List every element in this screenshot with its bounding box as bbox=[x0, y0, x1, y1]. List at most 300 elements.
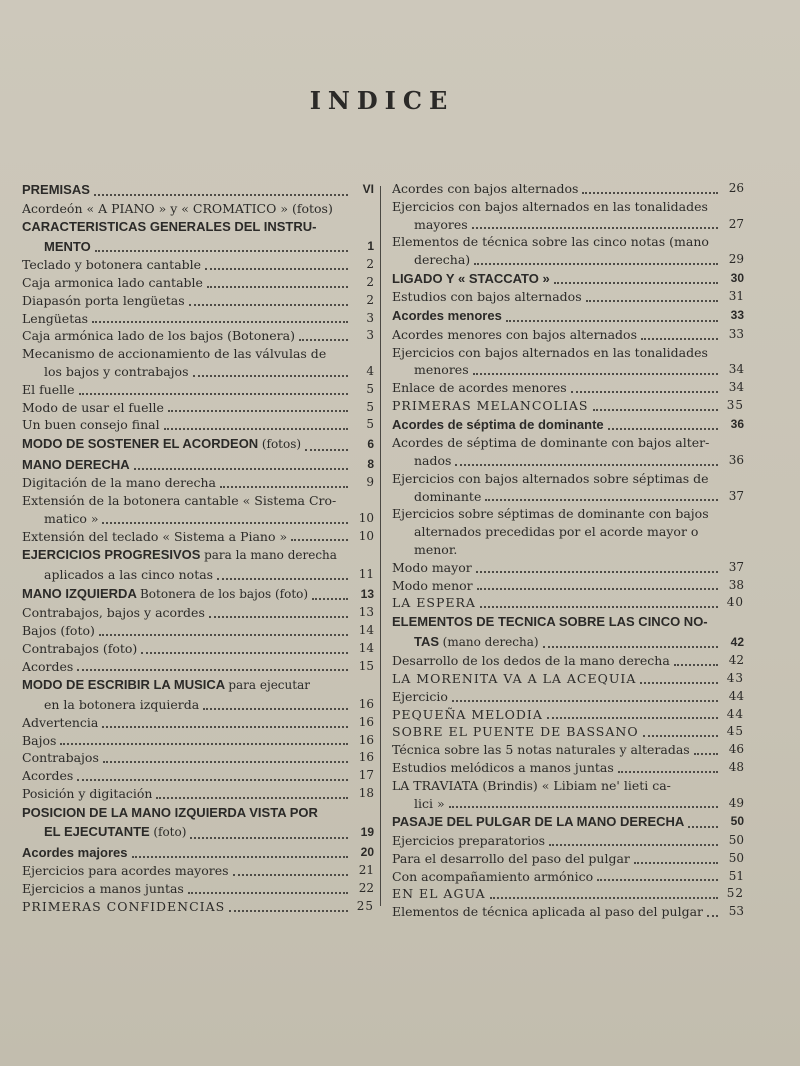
toc-entry-title: Un buen consejo final bbox=[22, 417, 160, 433]
toc-entry-title: TAS bbox=[414, 633, 440, 649]
toc-entry bbox=[392, 326, 744, 344]
toc-page-number: 11 bbox=[358, 566, 374, 581]
dot-leader bbox=[132, 855, 349, 858]
toc-entry-title: Caja armonica lado cantable bbox=[22, 275, 203, 291]
toc-entry bbox=[22, 180, 374, 200]
toc-entry-title: Modo de usar el fuelle bbox=[22, 399, 164, 415]
dot-leader bbox=[156, 796, 348, 799]
toc-entry-title: Acordes de séptima de dominante con bajos alter- bbox=[392, 435, 710, 451]
toc-entry bbox=[392, 850, 744, 868]
toc-entry-title: EL EJECUTANTE bbox=[44, 824, 150, 840]
toc-page-number: 2 bbox=[366, 292, 374, 307]
toc-entry bbox=[22, 658, 374, 676]
toc-entry-label bbox=[22, 200, 333, 218]
toc-entry bbox=[22, 675, 374, 696]
toc-entry-label bbox=[392, 233, 709, 251]
toc-entry-title: PREMISAS bbox=[22, 182, 90, 197]
toc-entry-label bbox=[414, 251, 470, 269]
toc-entry-label bbox=[392, 198, 708, 216]
toc-entry bbox=[22, 455, 374, 475]
toc-entry-title: ELEMENTOS DE TECNICA SOBRE LAS CINCO NO- bbox=[392, 614, 708, 630]
dot-leader bbox=[203, 707, 348, 710]
toc-entry bbox=[392, 434, 744, 452]
toc-page-number: 42 bbox=[730, 634, 744, 649]
toc-entry-label bbox=[22, 622, 95, 640]
dot-leader bbox=[586, 299, 718, 302]
toc-entry-label bbox=[44, 696, 199, 714]
toc-page-number: 34 bbox=[728, 362, 744, 377]
toc-entry bbox=[22, 566, 374, 584]
toc-entry bbox=[392, 903, 744, 921]
toc-page-number: 26 bbox=[728, 181, 744, 195]
toc-entry-title: PEQUEÑA MELODIA bbox=[392, 706, 543, 722]
toc-entry bbox=[392, 251, 744, 269]
dot-leader bbox=[618, 770, 718, 773]
toc-entry bbox=[22, 604, 374, 622]
toc-page-number: 33 bbox=[728, 326, 744, 341]
toc-entry-label bbox=[22, 292, 185, 310]
toc-entry-label bbox=[392, 594, 476, 612]
toc-page-number: 50 bbox=[730, 814, 744, 829]
toc-entry-label bbox=[44, 363, 189, 381]
toc-entry-label bbox=[414, 523, 698, 541]
toc-page-number: 14 bbox=[358, 623, 374, 638]
toc-page-number: 8 bbox=[367, 456, 374, 471]
toc-entry-label bbox=[392, 397, 589, 415]
toc-page-number: 3 bbox=[366, 328, 374, 343]
toc-entry-title: MANO DERECHA bbox=[22, 456, 130, 472]
toc-entry-title: POSICION DE LA MANO IZQUIERDA VISTA POR bbox=[22, 804, 318, 820]
toc-page-number: 50 bbox=[728, 832, 744, 847]
dot-leader bbox=[472, 226, 718, 229]
toc-entry-label bbox=[22, 843, 128, 863]
toc-entry-title: Acordes con bajos alternados bbox=[392, 181, 579, 196]
dot-leader bbox=[674, 663, 718, 666]
toc-entry-label bbox=[392, 344, 708, 362]
toc-entry-label bbox=[22, 474, 216, 492]
toc-entry-title: Técnica sobre las 5 notas naturales y alteradas bbox=[392, 742, 690, 758]
toc-entry-label bbox=[22, 785, 152, 803]
toc-entry bbox=[22, 714, 374, 732]
toc-entry bbox=[22, 217, 374, 237]
toc-entry-label bbox=[392, 434, 709, 452]
dot-leader bbox=[449, 805, 718, 808]
toc-entry bbox=[392, 488, 744, 506]
toc-entry-title: MODO DE SOSTENER EL ACORDEON bbox=[22, 436, 259, 452]
toc-entry bbox=[392, 612, 744, 632]
toc-entry-label bbox=[22, 584, 308, 605]
toc-entry-label bbox=[392, 706, 543, 724]
dot-leader bbox=[188, 891, 348, 894]
toc-entry-title: lici » bbox=[414, 795, 445, 811]
toc-entry bbox=[392, 452, 744, 470]
toc-entry-label bbox=[392, 832, 545, 850]
toc-entry bbox=[22, 803, 374, 823]
toc-entry bbox=[392, 652, 744, 670]
toc-page-number: 16 bbox=[358, 696, 374, 711]
toc-page-number: 30 bbox=[730, 270, 744, 285]
toc-entry-title: Modo menor bbox=[392, 577, 473, 593]
dot-leader bbox=[233, 873, 348, 876]
toc-entry-title: CARACTERISTICAS GENERALES DEL INSTRU- bbox=[22, 219, 317, 235]
toc-entry-title: Ejercicios con bajos alternados en las tonalidades bbox=[392, 344, 708, 360]
toc-page-number: 17 bbox=[358, 768, 374, 783]
toc-entry bbox=[22, 310, 374, 328]
toc-page-number: 33 bbox=[730, 308, 744, 323]
dot-leader bbox=[102, 521, 348, 524]
toc-entry-title: Extensión de la botonera cantable « Sistema Cro- bbox=[22, 493, 337, 509]
toc-entry bbox=[392, 688, 744, 706]
toc-entry-label bbox=[22, 767, 73, 785]
toc-entry-label bbox=[392, 652, 670, 670]
toc-entry-label bbox=[392, 288, 582, 306]
toc-entry-subtitle: para la mano derecha bbox=[204, 548, 337, 563]
toc-page-number: VI bbox=[362, 182, 374, 196]
toc-entry-subtitle: para ejecutar bbox=[228, 678, 310, 693]
dot-leader bbox=[141, 651, 348, 654]
dot-leader bbox=[312, 597, 348, 600]
toc-entry-label bbox=[414, 632, 539, 653]
toc-entry-label bbox=[392, 577, 473, 595]
dot-leader bbox=[207, 285, 348, 288]
toc-entry-title: MANO IZQUIERDA bbox=[22, 585, 137, 601]
toc-entry bbox=[22, 363, 374, 381]
toc-entry-title: Contrabajos, bajos y acordes bbox=[22, 605, 205, 621]
toc-entry-title: Acordes menores bbox=[392, 308, 502, 324]
toc-entry bbox=[22, 767, 374, 785]
toc-page-number: 16 bbox=[358, 714, 374, 729]
dot-leader bbox=[77, 778, 348, 781]
dot-leader bbox=[582, 191, 718, 194]
toc-entry-label bbox=[22, 180, 90, 200]
toc-entry bbox=[22, 292, 374, 310]
toc-entry-title: Ejercicios preparatorios bbox=[392, 832, 546, 848]
dot-leader bbox=[707, 914, 718, 917]
toc-entry-title: aplicados a las cinco notas bbox=[44, 566, 214, 582]
toc-entry-title: en la botonera izquierda bbox=[44, 696, 200, 712]
toc-entry-title: Extensión del teclado « Sistema a Piano » bbox=[22, 528, 288, 544]
toc-entry bbox=[392, 505, 744, 523]
toc-entry-label bbox=[414, 541, 457, 559]
toc-entry-label bbox=[392, 777, 671, 795]
toc-entry-label bbox=[392, 812, 684, 832]
toc-entry bbox=[392, 706, 744, 724]
toc-entry bbox=[392, 577, 744, 595]
toc-entry-title: Bajos bbox=[22, 732, 57, 748]
toc-entry-title: Posición y digitación bbox=[22, 785, 153, 801]
toc-page-number: 43 bbox=[726, 671, 744, 686]
toc-left-column bbox=[22, 180, 374, 916]
toc-entry-label bbox=[392, 269, 550, 289]
toc-entry-title: Enlace de acordes menores bbox=[392, 380, 567, 396]
dot-leader bbox=[209, 615, 348, 618]
toc-page-number: 13 bbox=[360, 586, 374, 601]
dot-leader bbox=[60, 742, 348, 745]
toc-page-number: 15 bbox=[358, 658, 374, 673]
toc-page-number: 9 bbox=[366, 475, 374, 490]
toc-entry-label bbox=[392, 741, 690, 759]
toc-entry bbox=[392, 670, 744, 688]
toc-entry-title: PASAJE DEL PULGAR DE LA MANO DERECHA bbox=[392, 814, 685, 830]
toc-page-number: 5 bbox=[366, 417, 374, 432]
toc-entry bbox=[22, 256, 374, 274]
toc-entry-label bbox=[392, 326, 637, 344]
toc-entry bbox=[22, 474, 374, 492]
toc-entry-title: Desarrollo de los dedos de la mano derecha bbox=[392, 653, 670, 669]
toc-entry-label bbox=[22, 604, 205, 622]
toc-entry-label bbox=[22, 492, 336, 510]
dot-leader bbox=[94, 193, 348, 196]
toc-entry bbox=[22, 545, 374, 566]
dot-leader bbox=[92, 320, 348, 323]
toc-page-number: 44 bbox=[726, 706, 744, 721]
toc-page-number: 16 bbox=[358, 732, 374, 747]
toc-page-number: 51 bbox=[728, 868, 744, 883]
toc-entry-label bbox=[392, 688, 448, 706]
toc-entry-label bbox=[22, 381, 75, 399]
toc-entry-title: Ejercicios a manos juntas bbox=[22, 881, 184, 897]
toc-entry-subtitle: (mano derecha) bbox=[442, 634, 539, 649]
toc-page-number: 49 bbox=[728, 795, 744, 810]
toc-entry-label bbox=[22, 528, 287, 546]
toc-entry-title: Ejercicios con bajos alternados en las tonalidades bbox=[392, 198, 708, 214]
toc-entry bbox=[22, 200, 374, 218]
toc-entry-label bbox=[22, 310, 88, 328]
toc-entry-title: Estudios melódicos a manos juntas bbox=[392, 760, 614, 776]
toc-entry bbox=[392, 594, 744, 612]
toc-page-number: 1 bbox=[367, 238, 374, 253]
toc-entry bbox=[392, 180, 744, 198]
toc-entry-title: LA MORENITA VA A LA ACEQUIA bbox=[392, 671, 637, 687]
toc-entry-label bbox=[22, 862, 229, 880]
toc-entry-title: Estudios con bajos alternados bbox=[392, 289, 582, 305]
toc-entry-title: matico » bbox=[44, 510, 99, 526]
toc-entry bbox=[22, 785, 374, 803]
toc-page-number: 14 bbox=[358, 640, 374, 655]
toc-entry bbox=[392, 288, 744, 306]
toc-entry-title: Ejercicios sobre séptimas de dominante con bajos bbox=[392, 506, 709, 522]
toc-entry-label bbox=[392, 505, 709, 523]
toc-entry-label bbox=[44, 237, 91, 257]
toc-page-number: 2 bbox=[366, 257, 374, 272]
dot-leader bbox=[549, 843, 718, 846]
toc-entry-title: Para el desarrollo del paso del pulgar bbox=[392, 850, 630, 866]
toc-page-number: 19 bbox=[360, 825, 374, 840]
toc-entry bbox=[22, 880, 374, 898]
toc-entry bbox=[392, 470, 744, 488]
toc-page-number: 29 bbox=[728, 252, 744, 267]
dot-leader bbox=[193, 374, 349, 377]
toc-entry bbox=[392, 723, 744, 741]
toc-entry-label bbox=[414, 452, 451, 470]
toc-entry-subtitle: (fotos) bbox=[261, 437, 302, 452]
toc-entry bbox=[22, 822, 374, 843]
toc-page-number: 38 bbox=[728, 577, 744, 592]
toc-entry-label bbox=[22, 545, 337, 566]
toc-page-number: 2 bbox=[366, 275, 374, 290]
toc-entry-title: mayores bbox=[414, 216, 468, 232]
toc-right-column bbox=[392, 180, 744, 921]
dot-leader bbox=[205, 267, 348, 270]
toc-entry-title: derecha) bbox=[414, 252, 471, 268]
toc-entry bbox=[392, 759, 744, 777]
dot-leader bbox=[99, 633, 348, 636]
toc-entry-label bbox=[22, 714, 98, 732]
toc-entry-title: Teclado y botonera cantable bbox=[22, 257, 202, 273]
toc-entry-title: El fuelle bbox=[22, 381, 75, 397]
column-divider bbox=[380, 186, 381, 906]
toc-entry bbox=[22, 327, 374, 345]
dot-leader bbox=[190, 836, 348, 839]
toc-entry-subtitle: (foto) bbox=[153, 825, 187, 840]
toc-page-number: 21 bbox=[358, 863, 374, 878]
toc-entry bbox=[22, 898, 374, 916]
dot-leader bbox=[95, 249, 348, 252]
toc-entry-label bbox=[22, 256, 201, 274]
toc-entry-title: PRIMERAS MELANCOLIAS bbox=[392, 397, 589, 413]
toc-entry-label bbox=[392, 868, 593, 886]
toc-page-number: 3 bbox=[366, 310, 374, 325]
toc-entry-label bbox=[392, 180, 578, 198]
toc-entry-title: EJERCICIOS PROGRESIVOS bbox=[22, 547, 201, 563]
toc-entry-label bbox=[22, 732, 56, 750]
toc-entry-label bbox=[414, 488, 481, 506]
toc-page-number: 5 bbox=[366, 381, 374, 396]
toc-entry-label bbox=[44, 566, 213, 584]
toc-entry-title: Bajos (foto) bbox=[22, 623, 95, 639]
toc-entry bbox=[22, 696, 374, 714]
toc-entry-label bbox=[392, 612, 708, 632]
toc-entry-label bbox=[392, 559, 472, 577]
toc-entry-label bbox=[392, 379, 567, 397]
toc-entry-title: LA ESPERA bbox=[392, 595, 476, 611]
toc-entry bbox=[392, 216, 744, 234]
toc-entry-title: LIGADO Y « STACCATO » bbox=[392, 270, 550, 286]
toc-page-number: 50 bbox=[728, 850, 744, 865]
dot-leader bbox=[164, 427, 348, 430]
dot-leader bbox=[597, 878, 718, 881]
toc-entry-title: EN EL AGUA bbox=[392, 886, 486, 902]
dot-leader bbox=[102, 725, 348, 728]
dot-leader bbox=[168, 409, 348, 412]
toc-entry bbox=[22, 345, 374, 363]
dot-leader bbox=[220, 485, 348, 488]
dot-leader bbox=[189, 303, 348, 306]
toc-entry bbox=[22, 381, 374, 399]
toc-entry bbox=[22, 862, 374, 880]
dot-leader bbox=[291, 538, 348, 541]
toc-page-number: 37 bbox=[728, 559, 744, 574]
toc-entry-label bbox=[22, 434, 301, 455]
toc-entry-title: Acordes de séptima de dominante bbox=[392, 416, 604, 432]
dot-leader bbox=[477, 587, 718, 590]
toc-entry-title: los bajos y contrabajos bbox=[44, 364, 189, 380]
toc-entry-title: Advertencia bbox=[22, 714, 99, 730]
dot-leader bbox=[79, 392, 348, 395]
toc-entry bbox=[22, 237, 374, 257]
dot-leader bbox=[554, 281, 718, 284]
toc-page-number: 37 bbox=[728, 488, 744, 503]
toc-entry-title: dominante bbox=[414, 488, 482, 504]
toc-page-number: 42 bbox=[728, 653, 744, 668]
toc-entry-label bbox=[22, 898, 225, 916]
toc-entry bbox=[392, 541, 744, 559]
dot-leader bbox=[543, 645, 718, 648]
toc-entry-title: menores bbox=[414, 362, 469, 378]
toc-entry bbox=[22, 416, 374, 434]
toc-page-number: 5 bbox=[366, 399, 374, 414]
toc-entry-title: Acordes menores con bajos alternados bbox=[392, 326, 637, 342]
toc-entry-label bbox=[392, 723, 639, 741]
toc-entry-label bbox=[392, 759, 614, 777]
toc-entry bbox=[392, 397, 744, 415]
dot-leader bbox=[506, 319, 718, 322]
page-title: INDICE bbox=[309, 86, 455, 115]
toc-entry-title: Con acompañamiento armónico bbox=[392, 868, 594, 884]
toc-entry-label bbox=[22, 416, 160, 434]
dot-leader bbox=[634, 861, 718, 864]
toc-entry bbox=[22, 528, 374, 546]
dot-leader bbox=[455, 463, 718, 466]
toc-entry-title: PRIMERAS CONFIDENCIAS bbox=[22, 898, 226, 914]
toc-entry-title: Ejercicios con bajos alternados sobre séptimas de bbox=[392, 470, 709, 486]
toc-entry bbox=[392, 523, 744, 541]
dot-leader bbox=[688, 825, 718, 828]
toc-entry bbox=[22, 274, 374, 292]
toc-entry bbox=[392, 559, 744, 577]
toc-entry-title: Lengüetas bbox=[22, 310, 89, 326]
toc-page-number: 52 bbox=[726, 886, 744, 901]
dot-leader bbox=[77, 668, 348, 671]
toc-entry-label bbox=[22, 880, 184, 898]
dot-leader bbox=[571, 390, 718, 393]
toc-page-number: 16 bbox=[358, 750, 374, 765]
toc-entry-title: menor. bbox=[414, 542, 458, 558]
toc-entry-label bbox=[392, 850, 630, 868]
toc-entry bbox=[22, 510, 374, 528]
toc-entry-title: Acordeón « A PIANO » y « CROMATICO » (fotos) bbox=[22, 200, 333, 216]
toc-page-number: 45 bbox=[726, 724, 744, 739]
toc-page-number: 20 bbox=[360, 844, 374, 859]
toc-entry-label bbox=[22, 675, 310, 696]
toc-page-number: 10 bbox=[358, 510, 374, 525]
toc-entry-label bbox=[414, 795, 445, 813]
toc-entry-title: Mecanismo de accionamiento de las válvulas de bbox=[22, 346, 327, 362]
toc-entry-title: Modo mayor bbox=[392, 559, 472, 575]
dot-leader bbox=[452, 699, 718, 702]
toc-page-number: 22 bbox=[358, 881, 374, 896]
dot-leader bbox=[593, 408, 719, 411]
toc-page-number: 13 bbox=[358, 605, 374, 620]
dot-leader bbox=[299, 338, 348, 341]
toc-entry bbox=[392, 306, 744, 326]
dot-leader bbox=[305, 448, 348, 451]
toc-entry bbox=[392, 812, 744, 832]
toc-entry-title: Digitación de la mano derecha bbox=[22, 475, 216, 491]
toc-entry-label bbox=[22, 803, 318, 823]
toc-entry bbox=[392, 361, 744, 379]
toc-entry bbox=[392, 415, 744, 435]
toc-entry bbox=[392, 632, 744, 653]
toc-entry-title: Diapasón porta lengüetas bbox=[22, 292, 185, 308]
toc-entry-title: Acordes bbox=[22, 658, 74, 674]
toc-page-number: 4 bbox=[366, 364, 374, 379]
toc-entry-label bbox=[44, 822, 186, 843]
toc-entry bbox=[392, 344, 744, 362]
dot-leader bbox=[474, 262, 718, 265]
toc-entry bbox=[22, 622, 374, 640]
toc-entry bbox=[392, 233, 744, 251]
